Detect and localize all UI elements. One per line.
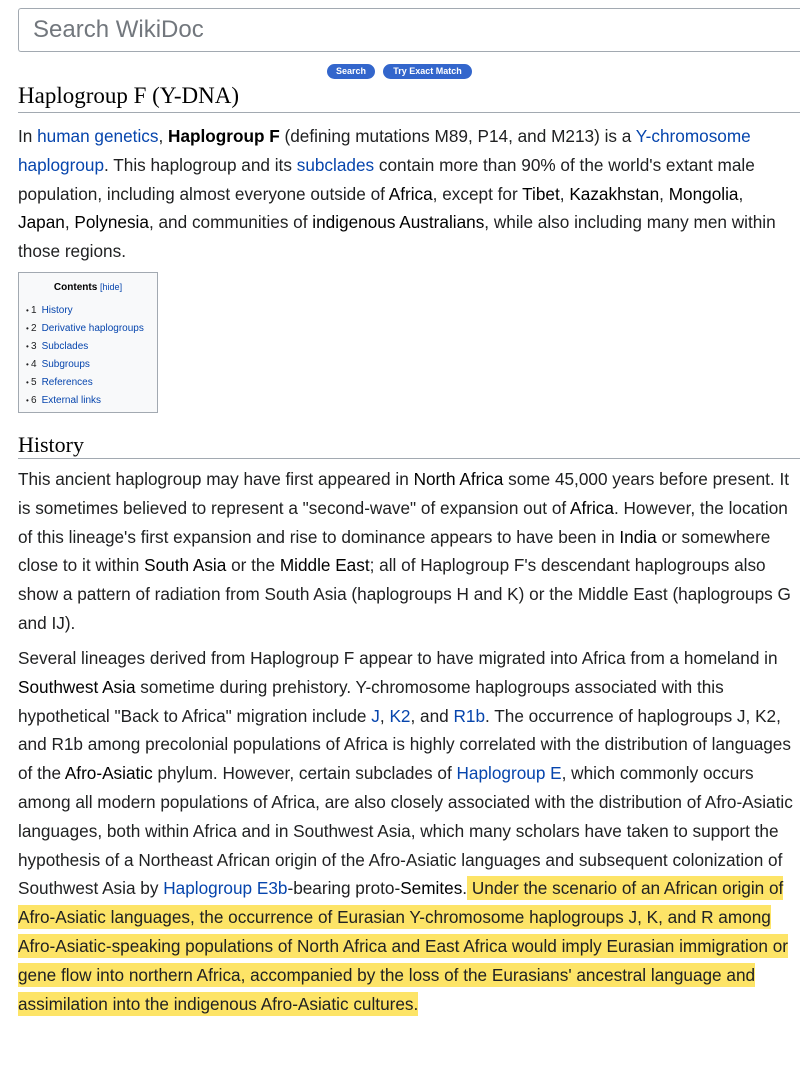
toc-item-history[interactable] bbox=[26, 302, 157, 320]
text: , bbox=[659, 183, 669, 204]
toc-item-derivative-haplogroups[interactable] bbox=[26, 320, 157, 338]
toc-label[interactable]: Derivative haplogroups bbox=[41, 323, 144, 334]
afro-asiatic-term: Afro-Asiatic bbox=[64, 763, 153, 784]
text: , and bbox=[410, 705, 454, 726]
middle-east-term: Middle East bbox=[279, 555, 370, 576]
toc-label[interactable]: External links bbox=[41, 395, 102, 406]
text: contain more than 90% of the world's extant male population, including almost everyone outside of bbox=[18, 154, 755, 204]
text: phylum. However, certain subclades of bbox=[152, 763, 457, 784]
text: , bbox=[64, 212, 75, 233]
bullet-icon: • bbox=[26, 378, 29, 387]
haplogroup-e3b-link[interactable]: Haplogroup E3b bbox=[163, 878, 288, 899]
text: Several lineages derived from Haplogroup F appear to have migrated into Africa from a homeland in bbox=[18, 648, 778, 668]
indigenous-australians-term: indigenous Australians bbox=[312, 212, 485, 233]
text: . However, the location of this lineage's first expansion and rise to dominance appears to have been in bbox=[18, 497, 788, 547]
toc-number: 1 bbox=[31, 305, 37, 316]
toc-list bbox=[19, 302, 157, 410]
text: , bbox=[559, 183, 570, 204]
haplogroup-e-link[interactable]: Haplogroup E bbox=[456, 763, 562, 784]
toc-label[interactable]: History bbox=[41, 305, 73, 316]
text: or the bbox=[226, 555, 280, 576]
toc-label[interactable]: References bbox=[41, 377, 93, 388]
text: or somewhere close to it within bbox=[18, 526, 771, 576]
toc-number: 3 bbox=[31, 341, 37, 352]
text: , bbox=[738, 183, 744, 204]
toc-item-references[interactable] bbox=[26, 374, 157, 392]
toc-item-external-links[interactable] bbox=[26, 392, 157, 410]
text: . This haplogroup and its bbox=[104, 154, 297, 175]
text: (defining mutations M89, P14, and M213) is a bbox=[279, 126, 636, 146]
polynesia-term: Polynesia bbox=[74, 212, 149, 233]
toc-number: 5 bbox=[31, 377, 37, 388]
bullet-icon: • bbox=[26, 306, 29, 315]
bullet-icon: • bbox=[26, 360, 29, 369]
southwest-asia-term: Southwest Asia bbox=[18, 676, 136, 697]
bullet-icon: • bbox=[26, 324, 29, 333]
haplogroup-j-link[interactable]: J bbox=[371, 705, 380, 726]
y-chromosome-haplogroup-link[interactable]: Y-chromosome haplogroup bbox=[18, 126, 751, 175]
text: This ancient haplogroup may have first appeared in bbox=[18, 469, 414, 489]
toc-title bbox=[19, 282, 157, 293]
toc-hide-link[interactable]: [hide] bbox=[100, 282, 123, 292]
history-paragraph-2 bbox=[18, 644, 793, 1018]
kazakhstan-term: Kazakhstan bbox=[569, 183, 660, 204]
search-input[interactable] bbox=[18, 8, 800, 52]
toc-number: 6 bbox=[31, 395, 37, 406]
intro-paragraph bbox=[18, 122, 793, 266]
bullet-icon: • bbox=[26, 342, 29, 351]
toc-item-subclades[interactable] bbox=[26, 338, 157, 356]
table-of-contents bbox=[18, 272, 158, 413]
africa-term: Africa bbox=[388, 183, 433, 204]
south-asia-term: South Asia bbox=[144, 555, 227, 576]
highlighted-text: Under the scenario of an African origin of Afro-Asiatic languages, the occurrence of Eurasian Y-chromosome haplogroups J, K, and R among Afro-Asiatic-speaking populations of North Africa and East Africa would imply Eurasian immigration or gene flow into northern Africa, accompanied by the loss of the Eurasians' ancestral language and assimilation into the indigenous Afro-Asiatic cultures. bbox=[18, 878, 788, 1014]
text: sometime during prehistory. Y-chromosome haplogroups associated with this hypothetical "Back to Africa" migration include bbox=[18, 676, 724, 726]
text: ; all of Haplogroup F's descendant haplogroups also show a pattern of radiation from South Asia (haplogroups H and K) or the Middle East (haplogroups G and IJ). bbox=[18, 555, 791, 633]
exact-match-button[interactable]: Try Exact Match bbox=[383, 64, 472, 79]
toc-label[interactable]: Subclades bbox=[41, 341, 89, 352]
history-heading: History bbox=[18, 432, 800, 459]
subclades-link[interactable]: subclades bbox=[296, 154, 375, 175]
text: -bearing proto- bbox=[287, 878, 401, 899]
toc-item-subgroups[interactable] bbox=[26, 356, 157, 374]
toc-label[interactable]: Subgroups bbox=[41, 359, 90, 370]
toc-title-text: Contents bbox=[53, 282, 98, 293]
text: , bbox=[158, 126, 169, 146]
search-button[interactable]: Search bbox=[327, 64, 375, 79]
text: . bbox=[462, 878, 468, 899]
text: , which commonly occurs among all modern populations of Africa, are also closely associated with the distribution of Afro-Asiatic languages, both within Africa and in Southwest Asia, which many scholars have taken to support the hypothesis of a Northeast African origin of the Afro-Asiatic languages and subsequent colonization of Southwest Asia by bbox=[18, 763, 793, 899]
india-term: India bbox=[619, 526, 657, 547]
africa-term: Africa bbox=[570, 497, 614, 518]
text: In bbox=[18, 126, 38, 146]
japan-term: Japan bbox=[18, 212, 65, 233]
tibet-term: Tibet bbox=[522, 183, 560, 204]
haplogroup-k2-link[interactable]: K2 bbox=[389, 705, 411, 726]
text: , except for bbox=[432, 183, 523, 204]
page-title: Haplogroup F (Y-DNA) bbox=[18, 82, 800, 113]
text: some 45,000 years before present. It is sometimes believed to represent a "second-wave" of expansion out of bbox=[18, 469, 790, 518]
toc-number: 2 bbox=[31, 323, 37, 334]
human-genetics-link[interactable]: human genetics bbox=[37, 126, 159, 146]
text: , while also including many men within those regions. bbox=[18, 212, 776, 262]
history-paragraph-1 bbox=[18, 465, 793, 638]
bullet-icon: • bbox=[26, 396, 29, 405]
text: . The occurrence of haplogroups J, K2, and R1b among precolonial populations of Africa is highly correlated with the distribution of languages of the bbox=[18, 705, 791, 784]
haplogroup-f-term: Haplogroup F bbox=[168, 126, 280, 146]
mongolia-term: Mongolia bbox=[668, 183, 739, 204]
north-africa-term: North Africa bbox=[413, 469, 504, 489]
text: , and communities of bbox=[148, 212, 313, 233]
text: , bbox=[379, 705, 390, 726]
toc-number: 4 bbox=[31, 359, 37, 370]
haplogroup-r1b-link[interactable]: R1b bbox=[453, 705, 486, 726]
semites-term: Semites bbox=[400, 878, 463, 899]
